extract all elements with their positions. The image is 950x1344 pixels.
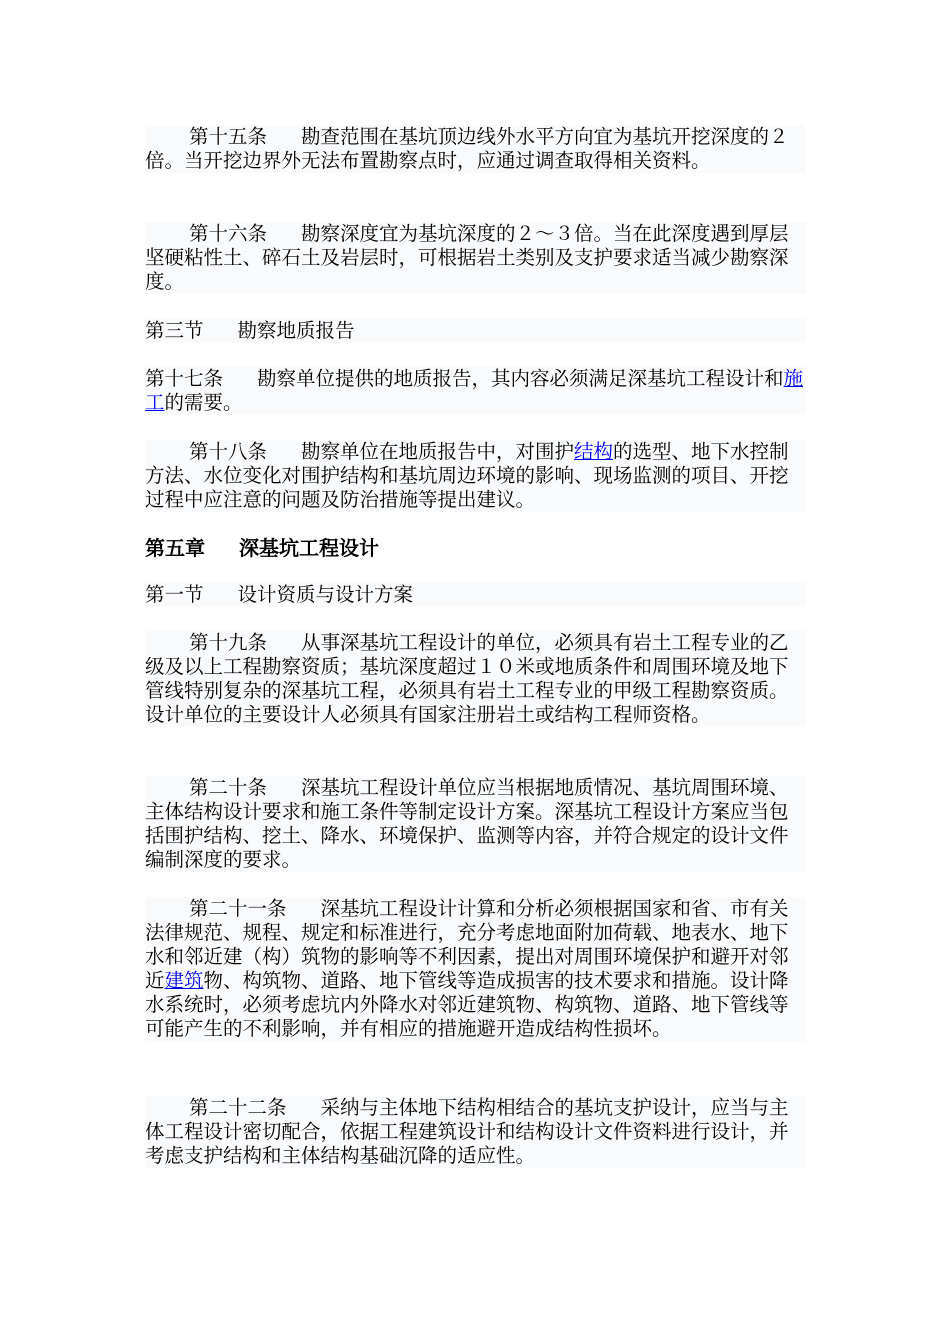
article-text: 深基坑工程设计单位应当根据地质情况、基坑周围环境、主体结构设计要求和施工条件等制定设计方案。深基坑工程设计方案应当包括围护结构、挖土、降水、环境保护、监测等内容，并符合规定的设计文件编制深度的要求。	[145, 776, 789, 871]
article-15	[145, 125, 806, 173]
article-text: 深基坑工程设计计算和分析必须根据国家和省、市有关法律规范、规程、规定和标准进行，充分考虑地面附加荷载、地表水、地下水和邻近建（构）筑物的影响等不利因素，提出对周围环境保护和避开对邻近	[145, 897, 789, 992]
article-label: 第十八条	[189, 440, 268, 463]
article-text: 勘察单位提供的地质报告，其内容必须满足深基坑工程设计和	[257, 367, 784, 390]
article-text: 勘查范围在基坑顶边线外水平方向宜为基坑开挖深度的２倍。当开挖边界外无法布置勘察点时，应通过调查取得相关资料。	[145, 125, 789, 172]
section-heading-1	[145, 583, 806, 607]
article-17	[145, 367, 806, 415]
article-label: 第二十条	[189, 776, 268, 799]
article-label: 第十五条	[189, 125, 268, 148]
article-21	[145, 897, 806, 1041]
article-18	[145, 440, 806, 512]
building-link[interactable]: 建筑	[164, 969, 204, 992]
article-22	[145, 1096, 806, 1168]
article-16	[145, 222, 806, 294]
article-20	[145, 776, 806, 872]
article-label: 第十六条	[189, 222, 268, 245]
structure-link[interactable]: 结构	[574, 440, 614, 463]
section-title: 勘察地质报告	[237, 319, 355, 342]
chapter-title: 深基坑工程设计	[239, 536, 379, 560]
article-text: 从事深基坑工程设计的单位，必须具有岩土工程专业的乙级及以上工程勘察资质；基坑深度超过１０米或地质条件和周围环境及地下管线特别复杂的深基坑工程，必须具有岩土工程专业的甲级工程勘察资质。设计单位的主要设计人必须具有国家注册岩土或结构工程师资格。	[145, 631, 789, 726]
section-label: 第三节	[145, 319, 204, 342]
article-text-end: 的需要。	[164, 391, 243, 414]
article-text: 采纳与主体地下结构相结合的基坑支护设计，应当与主体工程设计密切配合，依据工程建筑设计和结构设计文件资料进行设计，并考虑支护结构和主体结构基础沉降的适应性。	[145, 1096, 789, 1167]
article-label: 第十九条	[189, 631, 268, 654]
article-text: 勘察深度宜为基坑深度的２～３倍。当在此深度遇到厚层坚硬粘性土、碎石土及岩层时，可根据岩土类别及支护要求适当减少勘察深度。	[145, 222, 789, 293]
chapter-label: 第五章	[145, 536, 205, 560]
article-label: 第十七条	[145, 367, 224, 390]
article-label: 第二十一条	[189, 897, 287, 920]
construction-link[interactable]: 施工	[145, 367, 804, 414]
article-text-end: 的选型、地下水控制方法、水位变化对围护结构和基坑周边环境的影响、现场监测的项目、开挖过程中应注意的问题及防治措施等提出建议。	[145, 440, 789, 511]
section-heading-3	[145, 319, 806, 343]
article-text-end: 物、构筑物、道路、地下管线等造成损害的技术要求和措施。设计降水系统时，必须考虑坑内外降水对邻近建筑物、构筑物、道路、地下管线等可能产生的不利影响，并有相应的措施避开造成结构性损坏。	[145, 969, 789, 1040]
article-text: 勘察单位在地质报告中，对围护	[301, 440, 575, 463]
section-label: 第一节	[145, 583, 204, 606]
chapter-heading-5	[145, 536, 806, 560]
article-19	[145, 631, 806, 727]
section-title: 设计资质与设计方案	[237, 583, 414, 606]
article-label: 第二十二条	[189, 1096, 287, 1119]
